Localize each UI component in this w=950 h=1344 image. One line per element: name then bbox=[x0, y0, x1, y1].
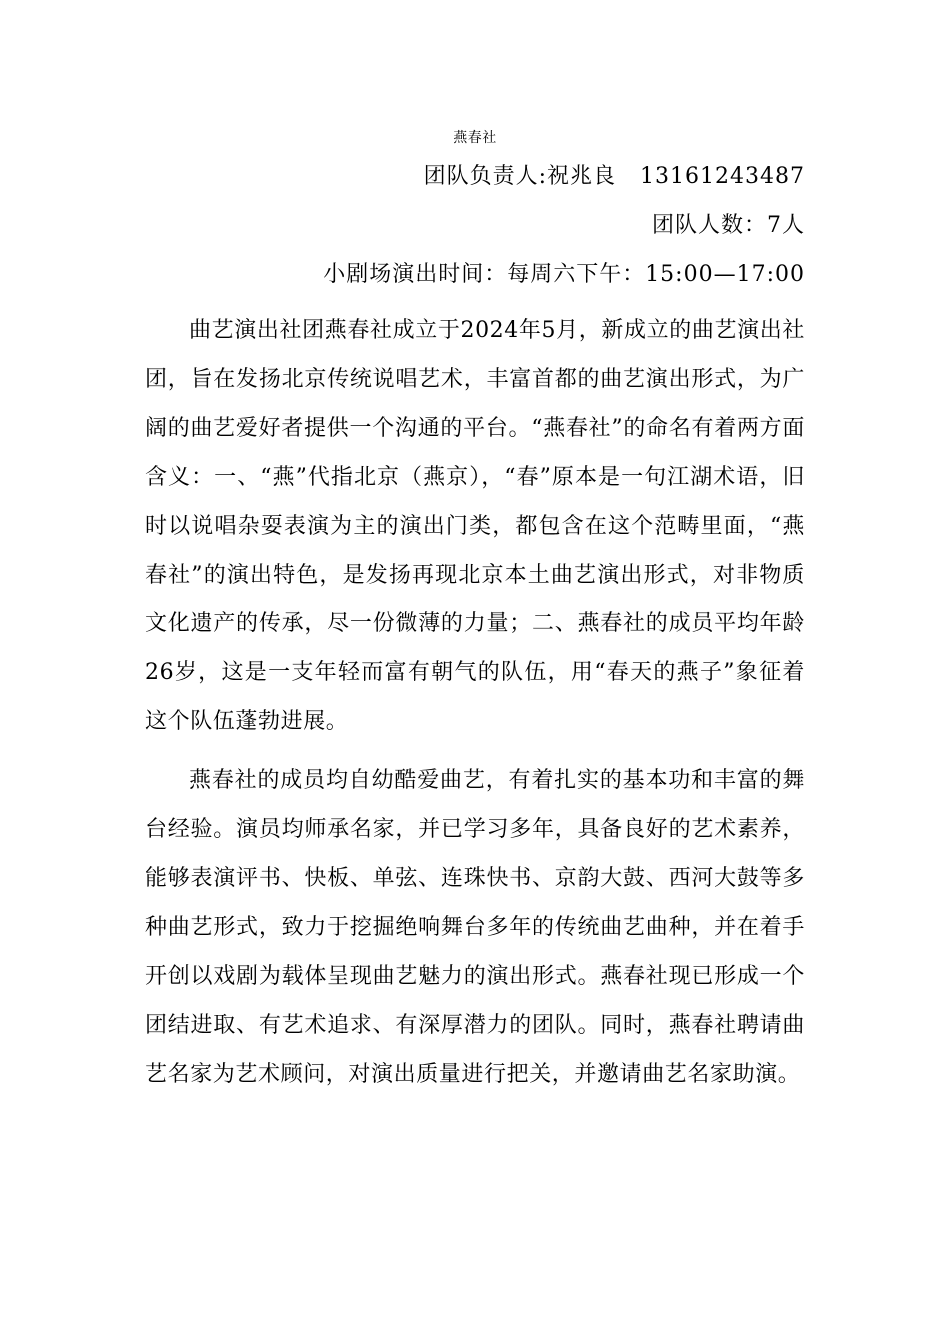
body-text bbox=[145, 307, 805, 1100]
members-paragraph: 燕春社的成员均自幼酷爱曲艺，有着扎实的基本功和丰富的舞台经验。演员均师承名家，并已学习多年，具备良好的艺术素养，能够表演评书、快板、单弦、连珠快书、京韵大鼓、西河大鼓等多种曲艺形式，致力于挖掘绝响舞台多年的传统曲艺曲种，并在着手开创以戏剧为载体呈现曲艺魅力的演出形式。燕春社现已形成一个团结进取、有艺术追求、有深厚潜力的团队。同时，燕春社聘请曲艺名家为艺术顾问，对演出质量进行把关，并邀请曲艺名家助演。 bbox=[145, 768, 805, 1087]
intro-paragraph: 曲艺演出社团燕春社成立于2024年5月，新成立的曲艺演出社团，旨在发扬北京传统说唱艺术，丰富首都的曲艺演出形式，为广阔的曲艺爱好者提供一个沟通的平台。“燕春社”的命名有着两方面含义：一、“燕”代指北京（燕京），“春”原本是一句江湖术语，旧时以说唱杂耍表演为主的演出门类，都包含在这个范畴里面，“燕春社”的演出特色，是发扬再现北京本土曲艺演出形式，对非物质文化遗产的传承，尽一份微薄的力量；二、燕春社的成员平均年龄26岁，这是一支年轻而富有朝气的队伍，用“春天的燕子”象征着这个队伍蓬勃进展。 bbox=[145, 318, 805, 735]
team-leader-line: 团队负责人:祝兆良 13161243487 bbox=[423, 164, 805, 189]
document-title: 燕春社 bbox=[453, 130, 497, 146]
team-size-line: 团队人数：7人 bbox=[652, 213, 805, 238]
document-page bbox=[145, 0, 805, 1344]
show-time-line: 小剧场演出时间：每周六下午：15:00—17:00 bbox=[323, 262, 805, 287]
